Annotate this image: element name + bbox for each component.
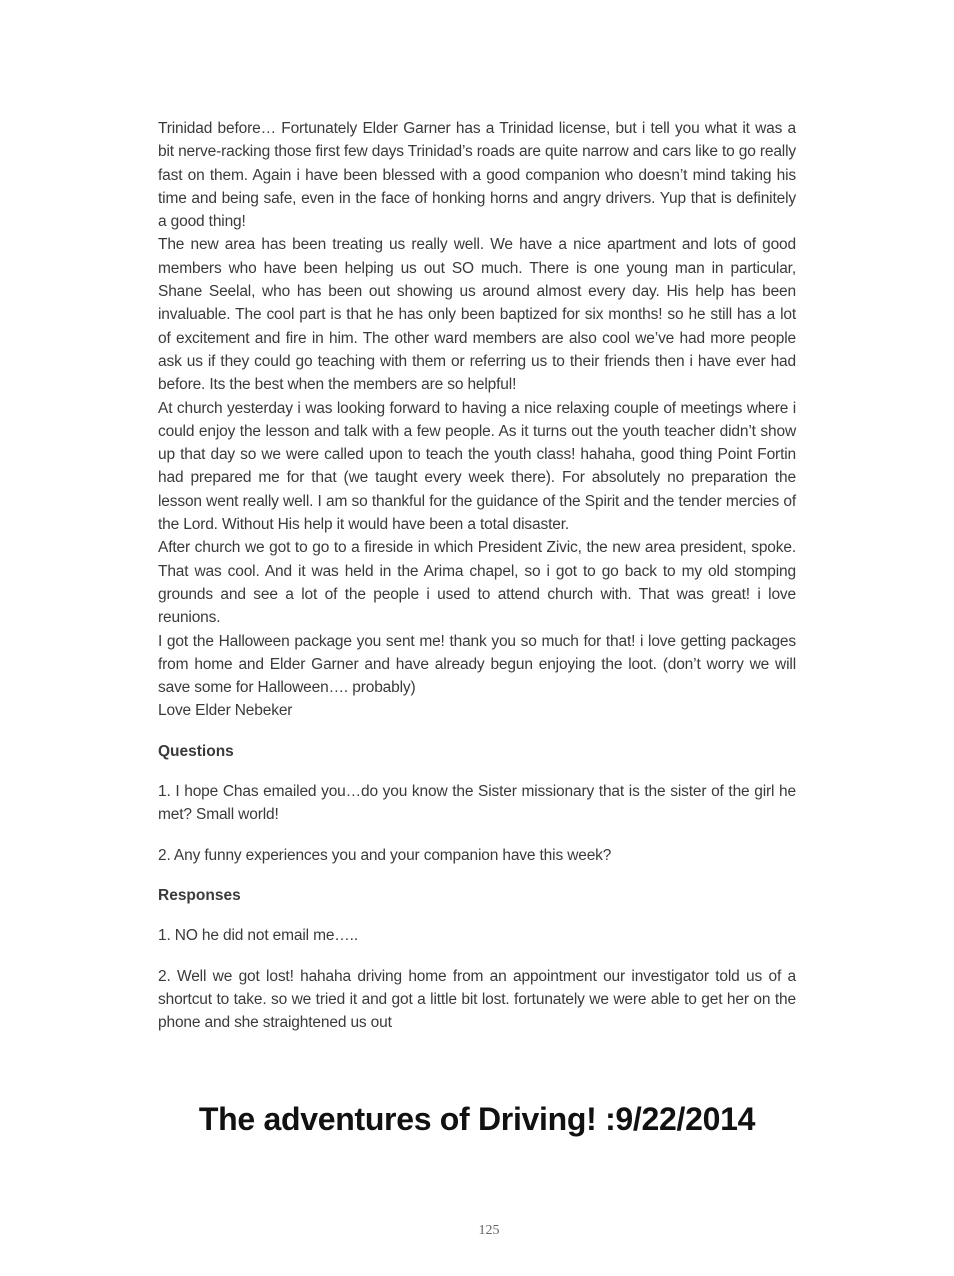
question-item: 1. I hope Chas emailed you…do you know the Sister missionary that is the sister of the girl he met? Small world! [158,783,796,824]
page-number: 125 [478,1223,500,1238]
question-item: 2. Any funny experiences you and your companion have this week? [158,846,612,864]
responses-heading: Responses [158,886,241,904]
body-paragraph: After church we got to go to a fireside in which President Zivic, the new area president, spoke. That was cool. And it was held in the Arima chapel, so i got to go back to my old stomping grounds and see a lot of the people i used to attend church with. That was great! i love reunions. [158,539,796,627]
response-item: 1. NO he did not email me….. [158,927,358,945]
body-paragraph: The new area has been treating us really well. We have a nice apartment and lots of good members who have been helping us out SO much. There is one young man in particular, Shane Seelal, who has been out showing us around almost every day. His help has been invaluable. The cool part is that he has only been baptized for six months! so he still has a lot of excitement and fire in him. The other ward members are also cool we’ve had more people ask us if they could go teaching with them or referring us to their friends then i have ever had before. Its the best when the members are so helpful! [158,236,796,394]
body-paragraph: I got the Halloween package you sent me! thank you so much for that! i love getting packages from home and Elder Garner and have already begun enjoying the loot. (don’t worry we will save some for Halloween…. probably) [158,632,796,697]
body-paragraph: Trinidad before… Fortunately Elder Garner has a Trinidad license, but i tell you what it was a bit nerve-racking those first few days Trinidad’s roads are quite narrow and cars like to go really fast on them. Again i have been blessed with a good companion who doesn’t mind taking his time and being safe, even in the face of honking horns and angry drivers. Yup that is definitely a good thing! [158,120,796,231]
response-item: 2. Well we got lost! hahaha driving home from an appointment our investigator told us of a shortcut to take. so we tried it and got a little bit lost. fortunately we were able to get her on the phone and she straightened us out [158,967,796,1032]
signature-line: Love Elder Nebeker [158,702,293,720]
section-title: The adventures of Driving! :9/22/2014 [198,1101,756,1137]
questions-heading: Questions [158,742,234,760]
body-paragraph: At church yesterday i was looking forward to having a nice relaxing couple of meetings where i could enjoy the lesson and talk with a few people. As it turns out the youth teacher didn’t show up that day so we were called upon to teach the youth class! hahaha, good thing Point Fortin had prepared me for that (we taught every week there). For absolutely no preparation the lesson went really well. I am so thankful for the guidance of the Spirit and the tender mercies of the Lord. Without His help it would have been a total disaster. [158,399,796,534]
letter-body [158,117,796,1034]
